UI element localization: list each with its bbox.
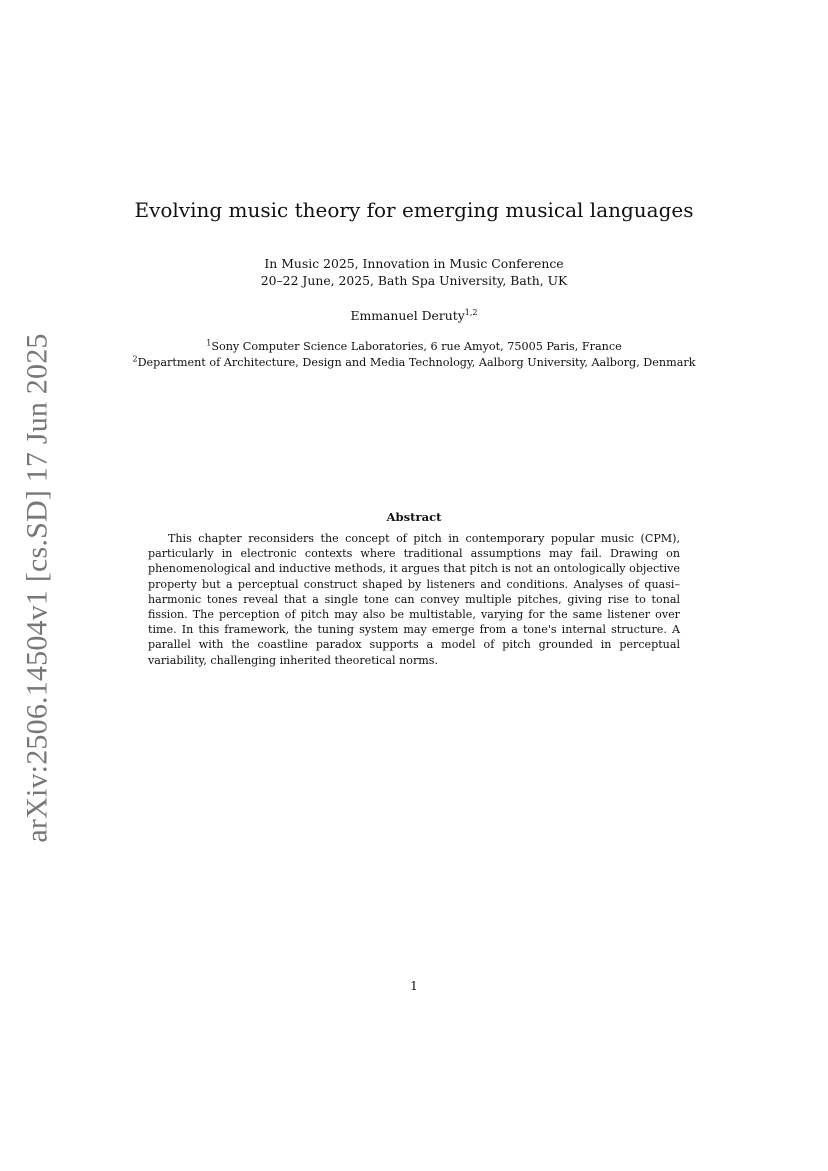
arxiv-identifier: arXiv:2506.14504v1 [cs.SD] 17 Jun 2025 — [21, 333, 54, 843]
arxiv-stamp — [14, 333, 62, 843]
affiliation-1 — [100, 339, 728, 355]
abstract-heading: Abstract — [386, 510, 442, 524]
affiliation-text: Sony Computer Science Laboratories, 6 rue Amyot, 75005 Paris, France — [211, 340, 622, 353]
affiliations — [100, 339, 728, 371]
conference-dates-location: 20–22 June, 2025, Bath Spa University, Bath, UK — [260, 273, 568, 288]
page-number: 1 — [410, 979, 418, 993]
conference-info — [100, 255, 728, 289]
affiliation-mark: 2 — [132, 354, 138, 364]
author-line — [100, 308, 728, 323]
author-affiliation-marks: 1,2 — [464, 307, 478, 317]
paper-title: Evolving music theory for emerging musical languages — [134, 198, 694, 222]
affiliation-2 — [100, 355, 728, 371]
conference-name: In Music 2025, Innovation in Music Conference — [264, 256, 564, 271]
abstract-text: This chapter reconsiders the concept of pitch in contemporary popular music (CPM), particularly in electronic contexts where traditional assumptions may fail. Drawing on phenomenological and inductive methods, it argues that pitch is not an ontologically objective property but a perceptual construct shaped by listeners and conditions. Analyses of quasi–harmonic tones reveal that a single tone can convey multiple pitches, giving rise to tonal fission. The perception of pitch may also be multistable, varying for the same listener over time. In this framework, the tuning system may emerge from a tone's internal structure. A parallel with the coastline paradox supports a model of pitch grounded in perceptual variability, challenging inherited theoretical norms. — [148, 532, 680, 667]
author-name: Emmanuel Deruty — [350, 308, 465, 323]
affiliation-text: Department of Architecture, Design and Media Technology, Aalborg University, Aalborg, Denmark — [137, 356, 696, 369]
affiliation-mark: 1 — [206, 338, 212, 348]
